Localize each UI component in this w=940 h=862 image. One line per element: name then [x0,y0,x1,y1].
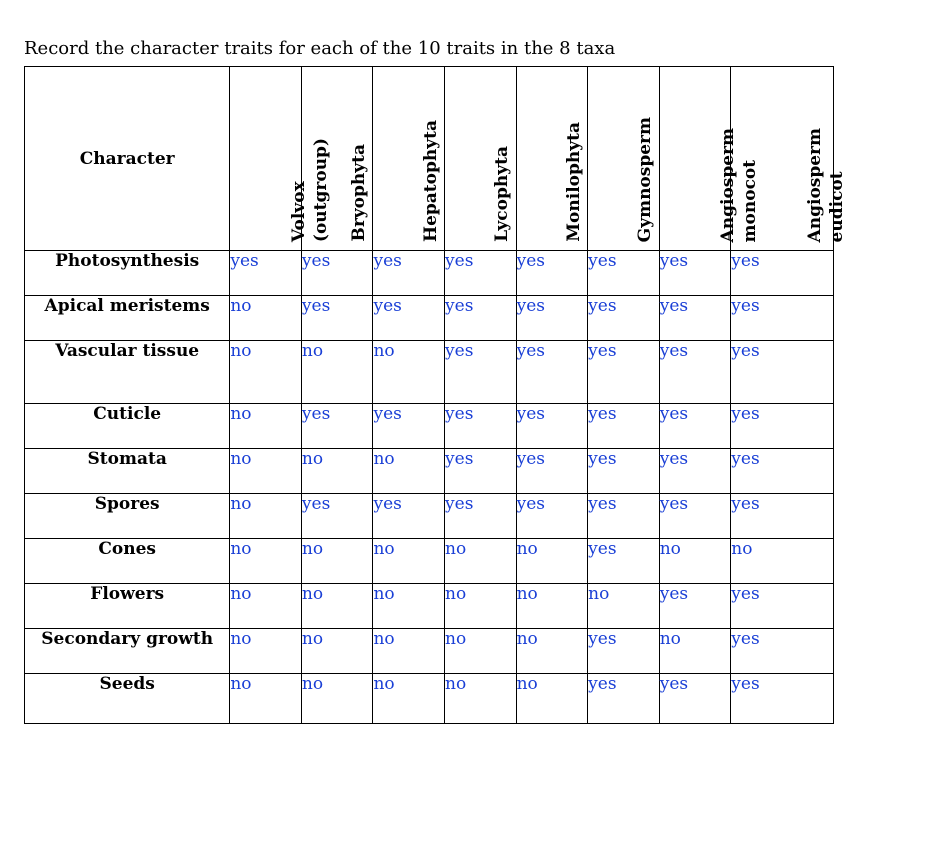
trait-value-cell: yes [373,404,445,449]
taxon-header-gymnosperm [588,67,660,251]
trait-value-cell: yes [731,251,834,296]
table-row [25,449,834,494]
trait-value-cell: no [516,539,588,584]
trait-value-cell: no [301,449,373,494]
trait-value-cell: no [445,629,517,674]
trait-value-cell: yes [516,251,588,296]
trait-value-cell: yes [659,674,731,724]
trait-value-cell: yes [588,539,660,584]
trait-value-cell: no [230,341,302,404]
trait-value-cell: yes [301,494,373,539]
trait-value-cell: yes [516,449,588,494]
table-row [25,296,834,341]
taxon-header-line1: Lycophyta [492,146,513,242]
trait-value-cell: no [659,629,731,674]
trait-value-cell: yes [301,251,373,296]
trait-value-cell: no [373,539,445,584]
taxon-header-line1: Monilophyta [563,122,584,242]
trait-value-cell: yes [445,494,517,539]
trait-value-cell: yes [659,404,731,449]
trait-value-cell: no [301,674,373,724]
trait-value-cell: no [301,629,373,674]
taxon-header-monilophyta [516,67,588,251]
taxon-header-volvox [230,67,331,251]
taxon-header-line2: monocot [740,159,761,242]
taxon-header-line1: Angiosperm [805,127,826,242]
trait-value-cell: yes [588,296,660,341]
taxon-header-line1: Gymnosperm [635,116,656,242]
table-row [25,539,834,584]
character-name: Vascular tissue [25,341,230,404]
trait-value-cell: no [445,539,517,584]
trait-value-cell: yes [731,584,834,629]
header-row [25,67,834,251]
trait-value-cell: no [373,674,445,724]
character-name: Spores [25,494,230,539]
trait-value-cell: yes [659,584,731,629]
trait-value-cell: yes [373,494,445,539]
trait-value-cell: yes [588,494,660,539]
trait-value-cell: yes [516,404,588,449]
trait-value-cell: yes [373,251,445,296]
trait-value-cell: yes [731,629,834,674]
taxon-header-line2: eudicot [827,170,848,242]
trait-value-cell: yes [445,251,517,296]
trait-value-cell: yes [588,449,660,494]
taxon-header-angiosperm-monocot [659,67,761,251]
trait-value-cell: yes [659,449,731,494]
trait-value-cell: no [373,341,445,404]
trait-value-cell: no [731,539,834,584]
trait-value-cell: yes [659,251,731,296]
table-row [25,341,834,404]
trait-value-cell: no [230,494,302,539]
trait-value-cell: no [301,539,373,584]
character-name: Cuticle [25,404,230,449]
trait-value-cell: no [516,584,588,629]
trait-value-cell: yes [731,674,834,724]
character-name: Cones [25,539,230,584]
trait-value-cell: yes [588,629,660,674]
trait-value-cell: no [230,629,302,674]
trait-value-cell: no [373,584,445,629]
taxon-header-line1: Bryophyta [349,144,370,242]
character-name: Secondary growth [25,629,230,674]
trait-value-cell: yes [731,449,834,494]
trait-value-cell: yes [230,251,302,296]
trait-value-cell: yes [659,296,731,341]
trait-value-cell: no [230,584,302,629]
taxon-header-bryophyta [301,67,373,251]
instruction-text: Record the character traits for each of the 10 traits in the 8 taxa [24,38,616,59]
character-name: Stomata [25,449,230,494]
taxon-header-line1: Hepatophyta [420,120,441,242]
table-row [25,251,834,296]
trait-value-cell: yes [445,404,517,449]
trait-value-cell: yes [445,449,517,494]
character-name: Apical meristems [25,296,230,341]
trait-value-cell: yes [301,296,373,341]
trait-value-cell: no [659,539,731,584]
trait-value-cell: no [301,341,373,404]
table-row [25,404,834,449]
trait-value-cell: yes [373,296,445,341]
trait-value-cell: yes [659,494,731,539]
trait-value-cell: yes [588,404,660,449]
trait-value-cell: yes [301,404,373,449]
trait-value-cell: no [516,629,588,674]
character-name: Photosynthesis [25,251,230,296]
character-name: Flowers [25,584,230,629]
taxon-header-line2: (outgroup) [310,137,331,242]
traits-table [24,66,848,724]
trait-value-cell: no [230,674,302,724]
trait-value-cell: no [373,629,445,674]
table-row [25,584,834,629]
trait-value-cell: yes [445,341,517,404]
trait-value-cell: yes [659,341,731,404]
trait-value-cell: no [516,674,588,724]
trait-value-cell: no [445,584,517,629]
trait-value-cell: no [301,584,373,629]
trait-value-cell: yes [731,296,834,341]
character-name: Seeds [25,674,230,724]
trait-value-cell: yes [731,404,834,449]
trait-value-cell: no [230,449,302,494]
taxon-header-angiosperm-eudicot [731,67,848,251]
trait-value-cell: yes [516,296,588,341]
trait-value-cell: yes [445,296,517,341]
trait-value-cell: no [230,539,302,584]
table-row [25,494,834,539]
table-row [25,629,834,674]
trait-value-cell: yes [588,251,660,296]
taxon-header-line1: Angiosperm [718,127,739,242]
trait-value-cell: no [588,584,660,629]
trait-value-cell: yes [588,341,660,404]
taxon-header-lycophyta [445,67,517,251]
taxon-header-hepatophyta [373,67,445,251]
trait-value-cell: no [373,449,445,494]
trait-value-cell: no [230,404,302,449]
trait-value-cell: yes [516,341,588,404]
trait-value-cell: no [445,674,517,724]
table-row [25,674,834,724]
trait-value-cell: yes [731,341,834,404]
trait-value-cell: yes [588,674,660,724]
trait-value-cell: no [230,296,302,341]
character-column-header: Character [25,67,230,251]
trait-value-cell: yes [731,494,834,539]
trait-value-cell: yes [516,494,588,539]
taxon-header-line1: Volvox [288,181,309,242]
